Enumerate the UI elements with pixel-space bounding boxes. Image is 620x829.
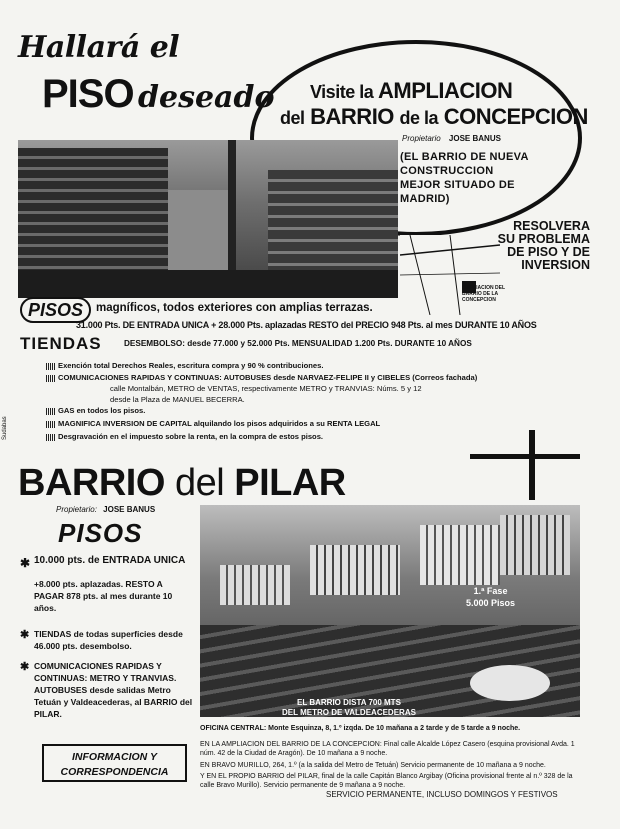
- location-map: [400, 235, 505, 315]
- pilar-owner-label: Propietario:: [56, 505, 97, 514]
- info-l1: INFORMACION Y: [72, 751, 157, 763]
- headline-piso: PISO: [42, 72, 134, 116]
- cross-horizontal: [470, 454, 580, 459]
- photo-concepcion-buildings: [18, 140, 398, 298]
- tiendas-line: DESEMBOLSO: desde 77.000 y 52.000 Pts. MENSUALIDAD 1.200 Pts. DURANTE 10 AÑOS: [124, 339, 472, 348]
- pisos1-price-line: 31.000 Pts. DE ENTRADA UNICA + 28.000 Pts. aplazadas RESTO del PRECIO 948 Pts. al mes DURANTE 10 AÑOS: [76, 320, 537, 330]
- pilar-barrio: BARRIO: [18, 462, 165, 504]
- fase-l1: 1.ª Fase: [473, 586, 508, 596]
- stripe-bullet: [46, 408, 56, 415]
- bullet-comunicaciones-3: desde la Plaza de MANUEL BECERRA.: [110, 395, 245, 404]
- resolvera-l1: RESOLVERA: [513, 219, 590, 233]
- bullet-comunicaciones: COMUNICACIONES RAPIDAS Y CONTINUAS: AUTOBUSES desde NARVAEZ-FELIPE II y CIBELES (Correos fachada): [58, 373, 478, 382]
- resolvera-block: [490, 220, 590, 272]
- pilar-owner-name: JOSE BANUS: [103, 505, 156, 514]
- owner-label: Propietario: [402, 134, 441, 143]
- resolvera-l4: INVERSION: [521, 258, 590, 272]
- pisos1-desc: magníficos, todos exteriores con amplias terrazas.: [96, 302, 373, 314]
- owner-name: JOSE BANUS: [448, 134, 501, 143]
- resolvera-l3: DE PISO Y DE: [507, 245, 590, 259]
- concepcion-word: CONCEPCION: [443, 104, 588, 129]
- office-bravo-murillo: EN BRAVO MURILLO, 264, 1.º (a la salida del Metro de Tetuán) Servicio permanente de 10 mañana a 9 noche.: [200, 762, 546, 769]
- pisos-badge-1: PISOS: [20, 297, 91, 323]
- ampliacion: AMPLIACION: [378, 78, 513, 103]
- cross-vertical: [529, 430, 535, 500]
- star-3: ✱: [20, 661, 30, 673]
- bullet-desgravacion: Desgravación en el impuesto sobre la renta, en la compra de estos pisos.: [58, 432, 324, 441]
- bullet-exencion: Exención total Derechos Reales, escritura compra y 90 % contribuciones.: [58, 361, 324, 370]
- star-2: ✱: [20, 629, 30, 641]
- oval-barrio-line: [280, 104, 588, 130]
- resolvera-l2: SU PROBLEMA: [497, 232, 590, 246]
- pisos-heading-2: PISOS: [58, 518, 143, 548]
- bullet-gas: GAS en todos los pisos.: [58, 406, 146, 415]
- fase-label: [466, 585, 515, 609]
- map-note: AMPLIACION DEL BARRIO DE LA CONCEPCION: [462, 285, 505, 303]
- pilar-del: del: [174, 462, 225, 504]
- info-l2: CORRESPONDENCIA: [60, 766, 169, 778]
- tiendas-label: TIENDAS: [20, 334, 102, 353]
- pilar-pilar: PILAR: [234, 462, 346, 504]
- pisos2-tiendas: TIENDAS de todas superficies desde 46.000 pts. desembolso.: [34, 629, 183, 651]
- pilar-title: [18, 462, 346, 505]
- pisos2-comms: COMUNICACIONES RAPIDAS Y CONTINUAS: METRO Y TRANVIAS. AUTOBUSES desde salidas Metro Tetuán y Valdeacederas, al BARRIO del PILAR.: [34, 661, 193, 719]
- office-pilar: Y EN EL PROPIO BARRIO del PILAR, final de la calle Capitán Blanco Argibay (Oficina provisional frente al n.º 328 de la calle Bravo Murillo). Servicio permanente de 9 mañana a 9 noche.: [200, 773, 573, 789]
- pisos2-price: 10.000 pts. de ENTRADA UNICA: [34, 555, 186, 566]
- stripe-bullet: [46, 375, 56, 382]
- stripe-bullet: [46, 363, 56, 370]
- headline-deseado: deseado: [138, 80, 275, 115]
- barrio-word: BARRIO: [310, 104, 394, 129]
- fase-l2: 5.000 Pisos: [466, 598, 516, 608]
- distance-label: [282, 698, 416, 718]
- headline-hallara: Hallará el: [18, 30, 180, 65]
- servicio-permanente: SERVICIO PERMANENTE, INCLUSO DOMINGOS Y FESTIVOS: [326, 790, 558, 799]
- visite-la: Visite la: [310, 82, 374, 102]
- oval-visite-line: [310, 78, 512, 104]
- distance-l2: DEL METRO DE VALDEACEDERAS: [282, 708, 416, 717]
- stripe-bullet: [46, 421, 56, 428]
- office-ampliacion: EN LA AMPLIACION DEL BARRIO DE LA CONCEPCION: Final calle Alcalde López Casero (esquina provisional Avda. 1 núm. 42 de la Ciudad de Aragón). De 10 mañana a 9 noche.: [200, 741, 575, 757]
- office-central: OFICINA CENTRAL: Monte Esquinza, 8, 1.º izqda. De 10 mañana a 2 tarde y de 5 tarde a 9 noche.: [200, 725, 521, 732]
- oval-owner: [402, 134, 501, 143]
- stripe-bullet: [46, 434, 56, 441]
- oval-quote: (EL BARRIO DE NUEVA CONSTRUCCION MEJOR SITUADO DE MADRID): [400, 151, 529, 205]
- info-box: [42, 744, 187, 782]
- del-word: del: [280, 108, 305, 128]
- dela-word: de la: [399, 108, 439, 128]
- star-1: ✱: [20, 556, 31, 570]
- bullet-comunicaciones-2: calle Montalbán, METRO de VENTAS, respectivamente METRO y TRANVIAS: Núms. 5 y 12: [110, 384, 422, 393]
- distance-l1: EL BARRIO DISTA 700 MTS: [297, 698, 401, 707]
- map-lines: [400, 235, 500, 315]
- pilar-owner: [56, 505, 155, 514]
- bullet-inversion: MAGNIFICA INVERSION DE CAPITAL alquilando los pisos adquiridos a su RENTA LEGAL: [58, 419, 381, 428]
- side-label: Sudabas: [2, 416, 8, 440]
- photo-barrio-pilar-model: [200, 505, 580, 717]
- pisos2-rest: +8.000 pts. aplazadas. RESTO A PAGAR 878 pts. al mes durante 10 años.: [34, 579, 173, 613]
